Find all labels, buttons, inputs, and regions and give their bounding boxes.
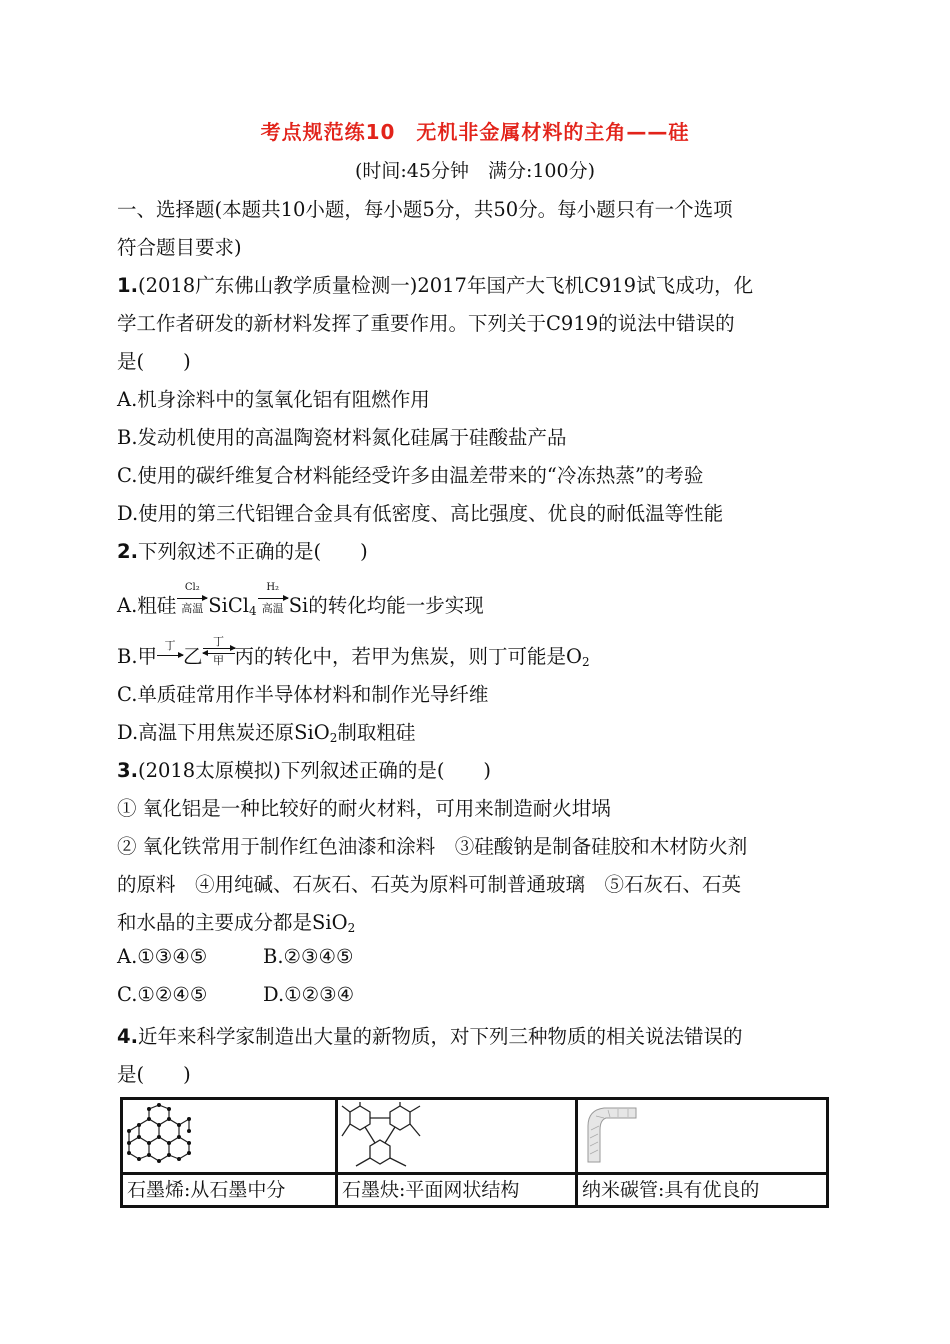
question-3-stem: 3.(2018太原模拟)下列叙述正确的是( ) <box>117 759 492 782</box>
question-1-option-a: A.机身涂料中的氢氧化铝有阻燃作用 <box>117 388 430 411</box>
question-3-option-b: B.②③④⑤ <box>263 945 354 968</box>
question-2-option-d: D.高温下用焦炭还原SiO$_2$制取粗硅 <box>117 721 416 745</box>
question-1-option-c: C.使用的碳纤维复合材料能经受许多由温差带来的“冷冻热蒸”的考验 <box>117 464 704 487</box>
question-3-statement-4: 和水晶的主要成分都是SiO$_2$ <box>117 911 356 935</box>
question-3-options-row-2 <box>117 983 354 1006</box>
graphdiyne-structure-icon <box>340 1102 422 1170</box>
reaction-arrow: H₂ 高温 <box>258 594 288 614</box>
question-4-number: 4. <box>117 1025 138 1048</box>
question-4-stem-line-1: 4.近年来科学家制造出大量的新物质，对下列三种物质的相关说法错误的 <box>117 1025 743 1048</box>
question-3-statement-1: ① 氧化铝是一种比较好的耐火材料，可用来制造耐火坩埚 <box>117 797 611 820</box>
question-3-statement-2: ② 氧化铁常用于制作红色油漆和涂料 ③硅酸钠是制备硅胶和木材防火剂 <box>117 835 748 858</box>
graphdiyne-description: 石墨炔:平面网状结构 <box>337 1174 577 1207</box>
question-2-option-c: C.单质硅常用作半导体材料和制作光导纤维 <box>117 683 489 706</box>
question-1-option-b: B.发动机使用的高温陶瓷材料氮化硅属于硅酸盐产品 <box>117 426 567 449</box>
reaction-arrow: 丁 <box>157 645 183 665</box>
question-2-stem: 2.下列叙述不正确的是( ) <box>117 540 368 563</box>
question-2-option-b: B.甲 丁 乙 丁 甲 丙的转化中，若甲为焦炭，则丁可能是$O_2$ <box>117 635 590 669</box>
question-3-option-d: D.①②③④ <box>263 983 355 1006</box>
question-4-stem-line-2: 是( ) <box>117 1063 191 1086</box>
section-heading-line-1: 一、选择题(本题共10小题，每小题5分，共50分。每小题只有一个选项 <box>117 198 733 221</box>
question-3-statement-3: 的原料 ④用纯碱、石灰石、石英为原料可制普通玻璃 ⑤石灰石、石英 <box>117 873 742 896</box>
graphene-structure-icon <box>125 1103 195 1165</box>
question-3-options-row-1 <box>117 945 353 968</box>
question-1-option-d: D.使用的第三代铝锂合金具有低密度、高比强度、优良的耐低温等性能 <box>117 502 724 525</box>
graphdiyne-image-cell <box>337 1099 577 1174</box>
reversible-arrow: 丁 甲 <box>203 643 235 665</box>
question-1-stem-line-3: 是( ) <box>117 350 191 373</box>
graphene-image-cell <box>122 1099 337 1174</box>
carbon-nanotube-icon <box>580 1104 640 1164</box>
question-1-stem-line-1: 1.(2018广东佛山教学质量检测一)2017年国产大飞机C919试飞成功，化 <box>117 274 754 297</box>
carbon-nanotube-description: 纳米碳管:具有优良的 <box>577 1174 828 1207</box>
carbon-nanotube-image-cell <box>577 1099 828 1174</box>
question-2-number: 2. <box>117 540 138 563</box>
question-1-number: 1. <box>117 274 138 297</box>
graphene-description: 石墨烯:从石墨中分 <box>122 1174 337 1207</box>
time-score-note: (时间:45分钟 满分:100分) <box>354 160 596 182</box>
reaction-arrow: Cl₂ 高温 <box>177 594 207 614</box>
question-3-option-a: A.①③④⑤ <box>117 945 208 968</box>
materials-table <box>120 1097 829 1208</box>
question-3-number: 3. <box>117 759 138 782</box>
question-1-stem-line-2: 学工作者研发的新材料发挥了重要作用。下列关于C919的说法中错误的 <box>117 312 735 335</box>
question-2-option-a: A.粗硅 Cl₂ 高温 SiCl$_4$ H₂ 高温 Si的转化均能一步实现 <box>117 582 484 618</box>
page-title: 考点规范练10 无机非金属材料的主角——硅 <box>260 120 690 144</box>
question-3-option-c: C.①②④⑤ <box>117 983 208 1006</box>
section-heading-line-2: 符合题目要求) <box>117 236 242 259</box>
